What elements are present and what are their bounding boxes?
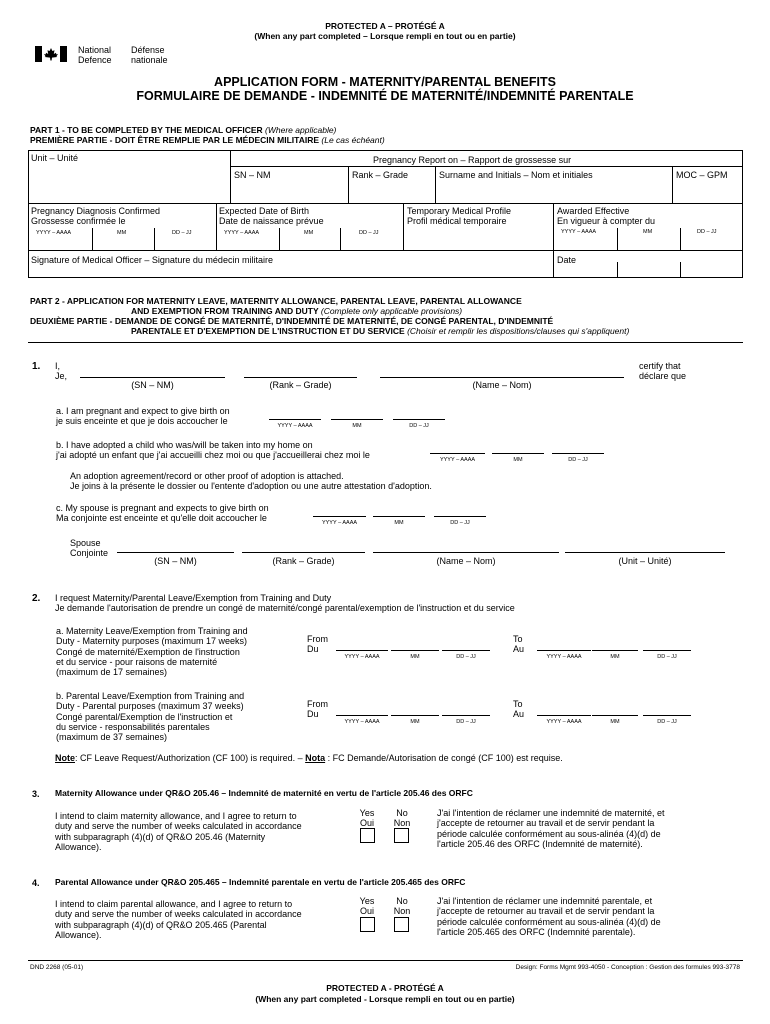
signature-date-label: Date <box>557 255 577 265</box>
date-dd-label: DD – JJ <box>657 654 677 660</box>
birth-date-mm-field[interactable] <box>331 419 383 420</box>
section-3-number: 3. <box>32 789 40 799</box>
date-mm-label: MM <box>117 230 127 236</box>
part1-heading-en: PART 1 - TO BE COMPLETED BY THE MEDICAL OFFICER (Where applicable) <box>30 125 337 135</box>
form-number: DND 2268 (05-01) <box>30 964 84 971</box>
awarded-effective-label: Awarded Effective En vigueur à compter du <box>557 206 656 227</box>
part1-heading-fr: PREMIÈRE PARTIE - DOIT ÊTRE REMPLIE PAR LE MÉDECIN MILITAIRE (Le cas échéant) <box>30 135 385 145</box>
birth-date-yyyy-field[interactable] <box>269 419 321 420</box>
section-4-number: 4. <box>32 878 40 888</box>
spouse-unit-caption: (Unit – Unité) <box>618 556 672 566</box>
date-yyyy-label: YYYY – AAAA <box>36 230 72 236</box>
date-dd-label: DD – JJ <box>697 229 717 235</box>
to-label: To Au <box>513 634 525 655</box>
design-credit: Design: Forms Mgmt 993-4050 - Conception : Gestion des formules 993-3778 <box>515 964 740 971</box>
form-title-en: APPLICATION FORM - MATERNITY/PARENTAL BENEFITS <box>214 75 556 89</box>
name-field[interactable] <box>380 377 624 378</box>
date-mm-label: MM <box>410 654 420 660</box>
no-label: No Non <box>393 896 411 917</box>
i-je-label: I, Je, <box>55 361 68 382</box>
date-yyyy-label: YYYY – AAAA <box>344 719 380 725</box>
date-dd-label: DD – JJ <box>456 719 476 725</box>
date-dd-label: DD – JJ <box>172 230 192 236</box>
protected-footer-sub: (When any part completed - Lorsque rempli en tout ou en partie) <box>255 994 515 1004</box>
section-4-text-en: I intend to claim parental allowance, and I agree to return to duty and serve the number of weeks calculated in accordance with subparagraph (4)(d) of QR&O 205.465 (Parental Allowance). <box>55 899 302 941</box>
rank-label: Rank – Grade <box>352 170 409 180</box>
section-3-heading: Maternity Allowance under QR&O 205.46 – Indemnité de maternité en vertu de l'article 205.46 des ORFC <box>55 788 473 798</box>
form-title-fr: FORMULAIRE DE DEMANDE - INDEMNITÉ DE MATERNITÉ/INDEMNITÉ PARENTALE <box>136 89 634 103</box>
section-2-number: 2. <box>32 593 41 604</box>
yes-label: Yes Oui <box>359 808 375 829</box>
mo-signature-label: Signature of Medical Officer – Signature du médecin militaire <box>31 255 273 265</box>
spouse-rank-caption: (Rank – Grade) <box>272 556 335 566</box>
rank-field[interactable] <box>244 377 357 378</box>
temp-profile-label: Temporary Medical Profile Profil médical temporaire <box>407 206 512 227</box>
protected-footer: PROTECTED A - PROTÉGÉ A <box>326 983 444 993</box>
parental-from-yyyy-field[interactable] <box>336 715 388 716</box>
parental-from-mm-field[interactable] <box>391 715 439 716</box>
date-mm-label: MM <box>394 520 404 526</box>
date-mm-label: MM <box>352 423 362 429</box>
date-yyyy-label: YYYY – AAAA <box>224 230 260 236</box>
expected-birth-label: Expected Date of Birth Date de naissance prévue <box>219 206 324 227</box>
divider <box>28 342 743 343</box>
divider <box>28 960 743 961</box>
adoption-date-yyyy-field[interactable] <box>430 453 485 454</box>
from-label: From Du <box>307 699 328 720</box>
part2-heading-3: DEUXIÈME PARTIE - DEMANDE DE CONGÉ DE MATERNITÉ, D'INDEMNITÉ DE MATERNITÉ, DE CONGÉ PARENTAL, D'INDEMNITÉ <box>30 316 554 326</box>
sn-caption: (SN – NM) <box>131 380 174 390</box>
option-1a-text: a. I am pregnant and expect to give birth on je suis enceinte et que je dois accoucher le <box>56 406 230 427</box>
certify-label: certify that déclare que <box>639 361 687 382</box>
part2-heading-1: PART 2 - APPLICATION FOR MATERNITY LEAVE, MATERNITY ALLOWANCE, PARENTAL LEAVE, PARENTAL ALLOWANCE <box>30 296 522 306</box>
parental-allowance-yes-checkbox[interactable] <box>360 917 375 932</box>
moc-label: MOC – GPM <box>676 170 728 180</box>
maternity-to-mm-field[interactable] <box>592 650 638 651</box>
spouse-sn-field[interactable] <box>117 552 234 553</box>
parental-allowance-no-checkbox[interactable] <box>394 917 409 932</box>
date-mm-label: MM <box>304 230 314 236</box>
parental-to-dd-field[interactable] <box>643 715 691 716</box>
date-dd-label: DD – JJ <box>359 230 379 236</box>
part2-heading-2: AND EXEMPTION FROM TRAINING AND DUTY (Complete only applicable provisions) <box>131 306 463 316</box>
dept-name-en: National Defence <box>78 45 112 66</box>
spouse-unit-field[interactable] <box>565 552 725 553</box>
to-label: To Au <box>513 699 525 720</box>
spouse-rank-field[interactable] <box>242 552 365 553</box>
option-1b-text: b. I have adopted a child who was/will be taken into my home on j'ai adopté un enfant que j'ai accueilli chez moi ou que j'accueillerai chez moi le <box>56 440 370 461</box>
yes-label: Yes Oui <box>359 896 375 917</box>
date-mm-label: MM <box>610 719 620 725</box>
date-mm-label: MM <box>643 229 653 235</box>
maternity-to-dd-field[interactable] <box>643 650 691 651</box>
maternity-from-dd-field[interactable] <box>442 650 490 651</box>
section-4-text-fr: J'ai l'intention de réclamer une indemnité parentale, et j'accepte de retourner au travail et de servir pendant la période calculée conformément au sous-alinéa (4)(d) de l'article 205.465 des ORFC (Indemnité parentale). <box>437 896 661 938</box>
date-yyyy-label: YYYY – AAAA <box>321 520 358 526</box>
canada-flag-icon <box>35 46 67 62</box>
option-1c-text: c. My spouse is pregnant and expects to give birth on Ma conjointe est enceinte et qu'elle doit accoucher le <box>56 503 269 524</box>
rank-caption: (Rank – Grade) <box>269 380 332 390</box>
diagnosis-confirmed-label: Pregnancy Diagnosis Confirmed Grossesse confirmée le <box>31 206 161 227</box>
unit-label: Unit – Unité <box>31 153 79 163</box>
parental-to-mm-field[interactable] <box>592 715 638 716</box>
date-dd-label: DD – JJ <box>568 457 588 463</box>
date-dd-label: DD – JJ <box>409 423 429 429</box>
option-2b-text: b. Parental Leave/Exemption from Training and Duty - Parental purposes (maximum 37 weeks) Congé parental/Exemption de l'instruction et du service - responsabilités parentales (maximum de 37 semaines) <box>56 691 245 743</box>
adoption-proof-text: An adoption agreement/record or other proof of adoption is attached. Je joins à la présente le dossier ou l'entente d'adoption ou une autre attestation d'adoption. <box>70 471 432 492</box>
date-yyyy-label: YYYY – AAAA <box>561 229 597 235</box>
maternity-allowance-yes-checkbox[interactable] <box>360 828 375 843</box>
date-dd-label: DD – JJ <box>450 520 470 526</box>
section-1-number: 1. <box>32 361 41 372</box>
birth-date-dd-field[interactable] <box>393 419 445 420</box>
spouse-sn-caption: (SN – NM) <box>154 556 197 566</box>
spouse-birth-mm-field[interactable] <box>373 516 425 517</box>
pregnancy-report-label: Pregnancy Report on – Rapport de grossesse sur <box>373 155 572 165</box>
part2-heading-4: PARENTALE ET D'EXEMPTION DE L'INSTRUCTION ET DU SERVICE (Choisir et remplir les dispositions/clauses qui s'appliquent) <box>131 326 630 336</box>
date-yyyy-label: YYYY – AAAA <box>439 457 476 463</box>
sn-field[interactable] <box>80 377 225 378</box>
maternity-from-yyyy-field[interactable] <box>336 650 388 651</box>
section-3-text-en: I intend to claim maternity allowance, and I agree to return to duty and serve the number of weeks calculated in accordance with subparagraph (4)(d) of QR&O 205.46 (Maternity Allowance). <box>55 811 302 853</box>
date-yyyy-label: YYYY – AAAA <box>277 423 313 429</box>
dept-name-fr: Défense nationale <box>131 45 168 66</box>
date-dd-label: DD – JJ <box>456 654 476 660</box>
maternity-from-mm-field[interactable] <box>391 650 439 651</box>
cf100-note: Note: CF Leave Request/Authorization (CF 100) is required. – Nota : FC Demande/Autorisation de congé (CF 100) est requise. <box>55 753 563 763</box>
parental-from-dd-field[interactable] <box>442 715 490 716</box>
protected-header-sub: (When any part completed – Lorsque rempli en tout ou en partie) <box>254 31 516 41</box>
date-mm-label: MM <box>410 719 420 725</box>
protected-header: PROTECTED A – PROTÉGÉ A <box>325 21 445 31</box>
surname-label: Surname and Initials – Nom et initiales <box>439 170 593 180</box>
sn-label: SN – NM <box>234 170 271 180</box>
spouse-birth-dd-field[interactable] <box>434 516 486 517</box>
parental-to-yyyy-field[interactable] <box>537 715 591 716</box>
adoption-date-mm-field[interactable] <box>492 453 544 454</box>
spouse-birth-yyyy-field[interactable] <box>313 516 366 517</box>
no-label: No Non <box>393 808 411 829</box>
maternity-to-yyyy-field[interactable] <box>537 650 591 651</box>
date-yyyy-label: YYYY – AAAA <box>546 719 582 725</box>
spouse-name-field[interactable] <box>373 552 559 553</box>
section-3-text-fr: J'ai l'intention de réclamer une indemnité de maternité, et j'accepte de retourner au travail et de servir pendant la période calculée conformément au sous-alinéa (4)(d) de l'article 205.46 des ORFC (Indemnité de maternité). <box>437 808 665 850</box>
date-yyyy-label: YYYY – AAAA <box>344 654 380 660</box>
section-4-heading: Parental Allowance under QR&O 205.465 – Indemnité parentale en vertu de l'article 205.465 des ORFC <box>55 877 466 887</box>
option-2a-text: a. Maternity Leave/Exemption from Training and Duty - Maternity purposes (maximum 17 weeks) Congé de maternité/Exemption de l'instruction et du service - pour raisons de maternité (maximum de 17 semaines) <box>56 626 248 678</box>
date-mm-label: MM <box>513 457 523 463</box>
spouse-label: Spouse Conjointe <box>70 538 109 559</box>
date-dd-label: DD – JJ <box>657 719 677 725</box>
date-mm-label: MM <box>610 654 620 660</box>
section-2-request-text: I request Maternity/Parental Leave/Exemption from Training and Duty Je demande l'autorisation de prendre un congé de maternité/congé parental/exemption de l'instruction et du service <box>55 593 515 614</box>
maternity-allowance-no-checkbox[interactable] <box>394 828 409 843</box>
spouse-name-caption: (Name – Nom) <box>436 556 496 566</box>
from-label: From Du <box>307 634 328 655</box>
name-caption: (Name – Nom) <box>472 380 532 390</box>
date-yyyy-label: YYYY – AAAA <box>546 654 582 660</box>
adoption-date-dd-field[interactable] <box>552 453 604 454</box>
